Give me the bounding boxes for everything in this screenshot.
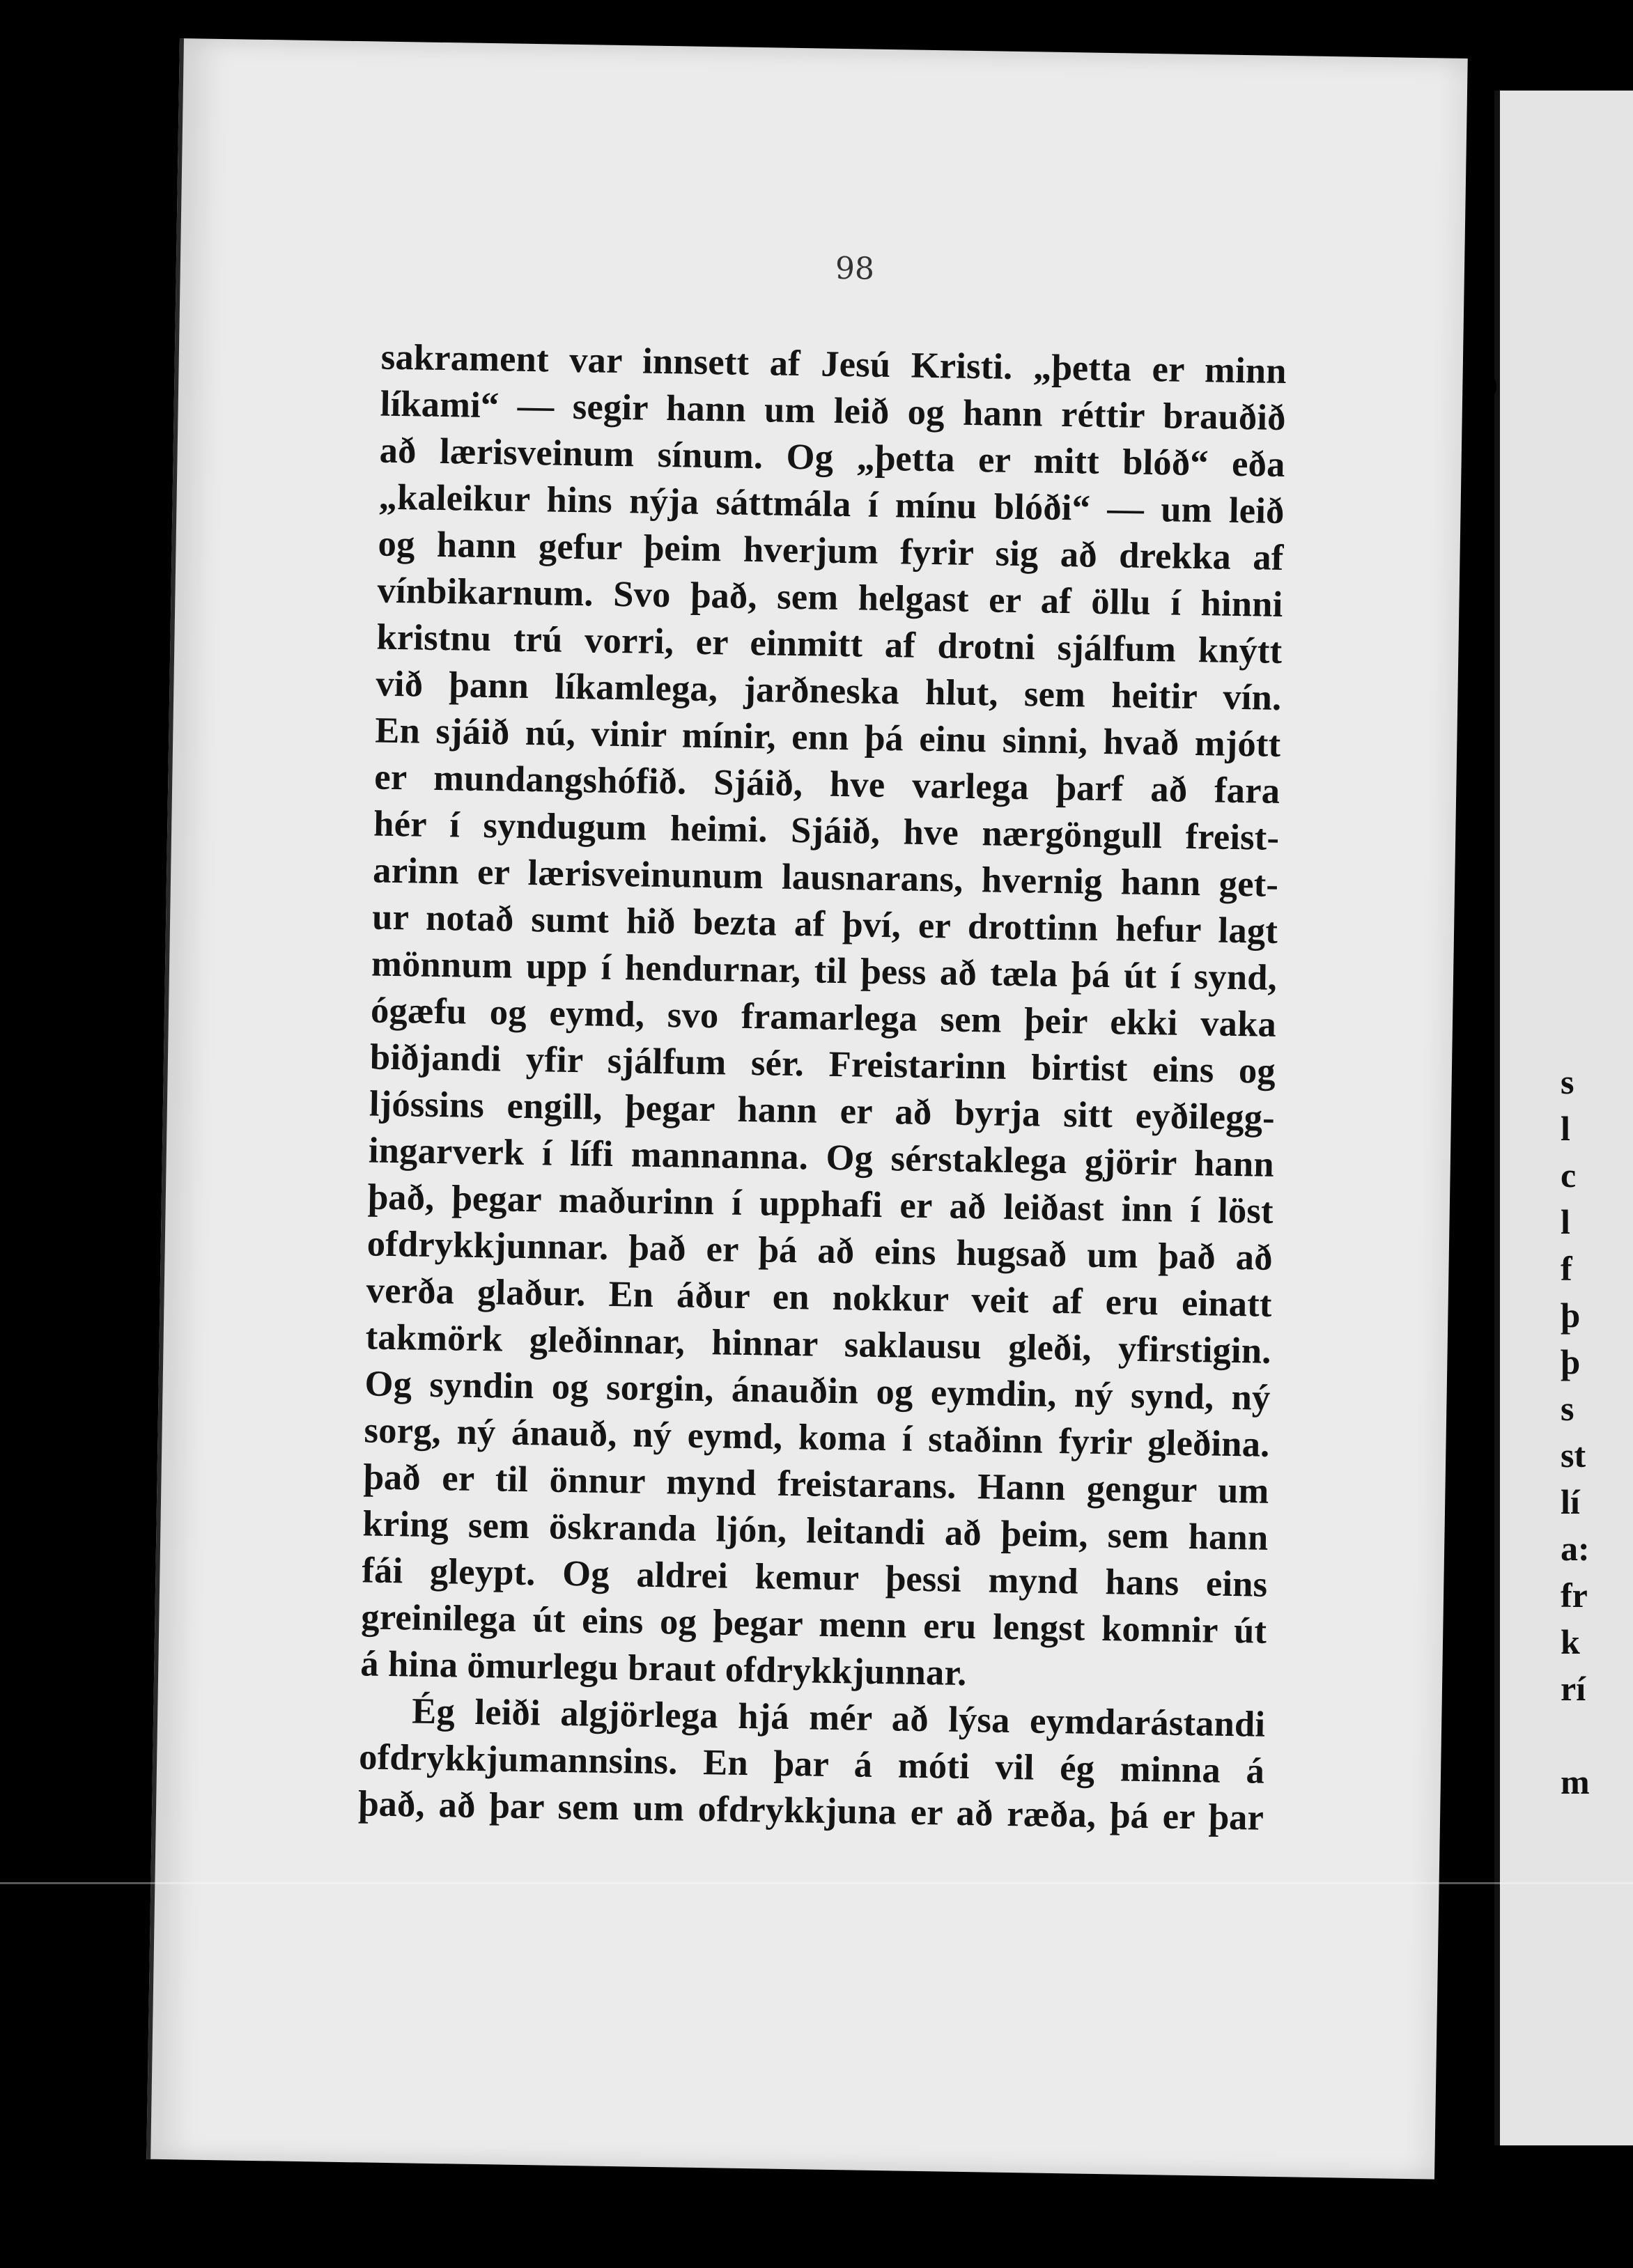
text-line: við þann líkamlega, jarðneska hlut, sem heitir vín. (376, 663, 1282, 718)
text-line: ofdrykkjumannsins. En þar á móti vil ég minna á (358, 1737, 1265, 1792)
text-line: ingarverk í lífi mannanna. Og sérstaklega gjörir hann (368, 1130, 1275, 1185)
binding-dot (1484, 376, 1496, 397)
text-line: og hann gefur þeim hverjum fyrir sig að drekka af (378, 523, 1284, 578)
text-line: ógæfu og eymd, svo framarlega sem þeir ekki vaka (370, 990, 1277, 1045)
book-page (146, 38, 1468, 2180)
binding-dot (1482, 972, 1494, 993)
text-line: sakrament var innsett af Jesú Kristi. „þetta er minn (380, 336, 1287, 392)
text-line: á hina ömurlegu braut ofdrykkjunnar. (359, 1643, 967, 1694)
fragment: þ (1561, 1296, 1580, 1335)
binding-dot (1479, 1895, 1492, 1916)
text-line: hér í syndugum heimi. Sjáið, hve nærgöngull freist- (373, 803, 1280, 858)
text-line: arinn er lærisveinunum lausnarans, hvernig hann get- (372, 850, 1279, 905)
text-line: greinilega út eins og þegar menn eru lengst komnir út (360, 1597, 1267, 1652)
text-line: sorg, ný ánauð, ný eymd, koma í staðinn fyrir gleðina. (364, 1410, 1270, 1465)
body-text (358, 334, 1287, 1842)
fragment: st (1561, 1436, 1586, 1475)
page-number: 98 (835, 250, 875, 287)
text-line: vínbikarnum. Svo það, sem helgast er af öllu í hinni (377, 570, 1283, 625)
adjacent-page-text (1561, 1059, 1633, 1805)
fragment: s (1561, 1389, 1574, 1428)
fragment: m (1561, 1762, 1590, 1801)
text-line: það, að þar sem um ofdrykkjuna er að ræða, þá er þar (357, 1783, 1264, 1838)
text-line: það, þegar maðurinn í upphafi er að leiðast inn í löst (367, 1176, 1274, 1232)
fragment: l (1561, 1109, 1570, 1148)
text-line: kristnu trú vorri, er einmitt af drotni sjálfum knýtt (376, 616, 1283, 671)
text-line: En sjáið nú, vinir mínir, enn þá einu sinni, hvað mjótt (374, 710, 1281, 765)
fragment: k (1561, 1622, 1580, 1661)
fragment: l (1561, 1202, 1570, 1241)
text-line: ur notað sumt hið bezta af því, er drottinn hefur lagt (371, 896, 1278, 952)
scan-line (0, 1882, 1633, 1884)
text-line: ljóssins engill, þegar hann er að byrja sitt eyðilegg- (369, 1083, 1276, 1138)
fragment: fr (1561, 1576, 1588, 1615)
text-line: Ég leiði algjörlega hjá mér að lýsa eymdarástandi (411, 1691, 1266, 1745)
fragment: c (1561, 1156, 1577, 1195)
text-line: fái gleypt. Og aldrei kemur þessi mynd hans eins (362, 1550, 1268, 1605)
text-line: að lærisveinum sínum. Og „þetta er mitt blóð“ eða (379, 430, 1286, 485)
text-line: mönnum upp í hendurnar, til þess að tæla þá út í synd, (371, 943, 1278, 998)
fragment: f (1561, 1249, 1572, 1288)
fragment: lí (1561, 1482, 1580, 1521)
text-line: verða glaður. En áður en nokkur veit af eru einatt (366, 1270, 1273, 1325)
text-line: er mundangshófið. Sjáið, hve varlega þarf að fara (373, 756, 1280, 811)
text-line: kring sem öskranda ljón, leitandi að þeim, sem hann (362, 1503, 1269, 1558)
text-line: líkami“ — segir hann um leið og hann réttir brauðið (380, 383, 1287, 439)
fragment: þ (1561, 1342, 1580, 1381)
text-line: takmörk gleðinnar, hinnar saklausu gleði, yfirstigin. (365, 1316, 1272, 1372)
text-line: Og syndin og sorgin, ánauðin og eymdin, ný synd, ný (364, 1363, 1271, 1418)
fragment: s (1561, 1062, 1574, 1101)
text-line: „kaleikur hins nýja sáttmála í mínu blóði“ — um leið (378, 476, 1285, 531)
text-line: ofdrykkjunnar. það er þá að eins hugsað um það að (366, 1223, 1274, 1278)
fragment: a: (1561, 1529, 1590, 1568)
text-line: biðjandi yfir sjálfum sér. Freistarinn birtist eins og (369, 1036, 1276, 1092)
fragment: rí (1561, 1669, 1586, 1708)
text-line: það er til önnur mynd freistarans. Hann gengur um (363, 1457, 1269, 1512)
